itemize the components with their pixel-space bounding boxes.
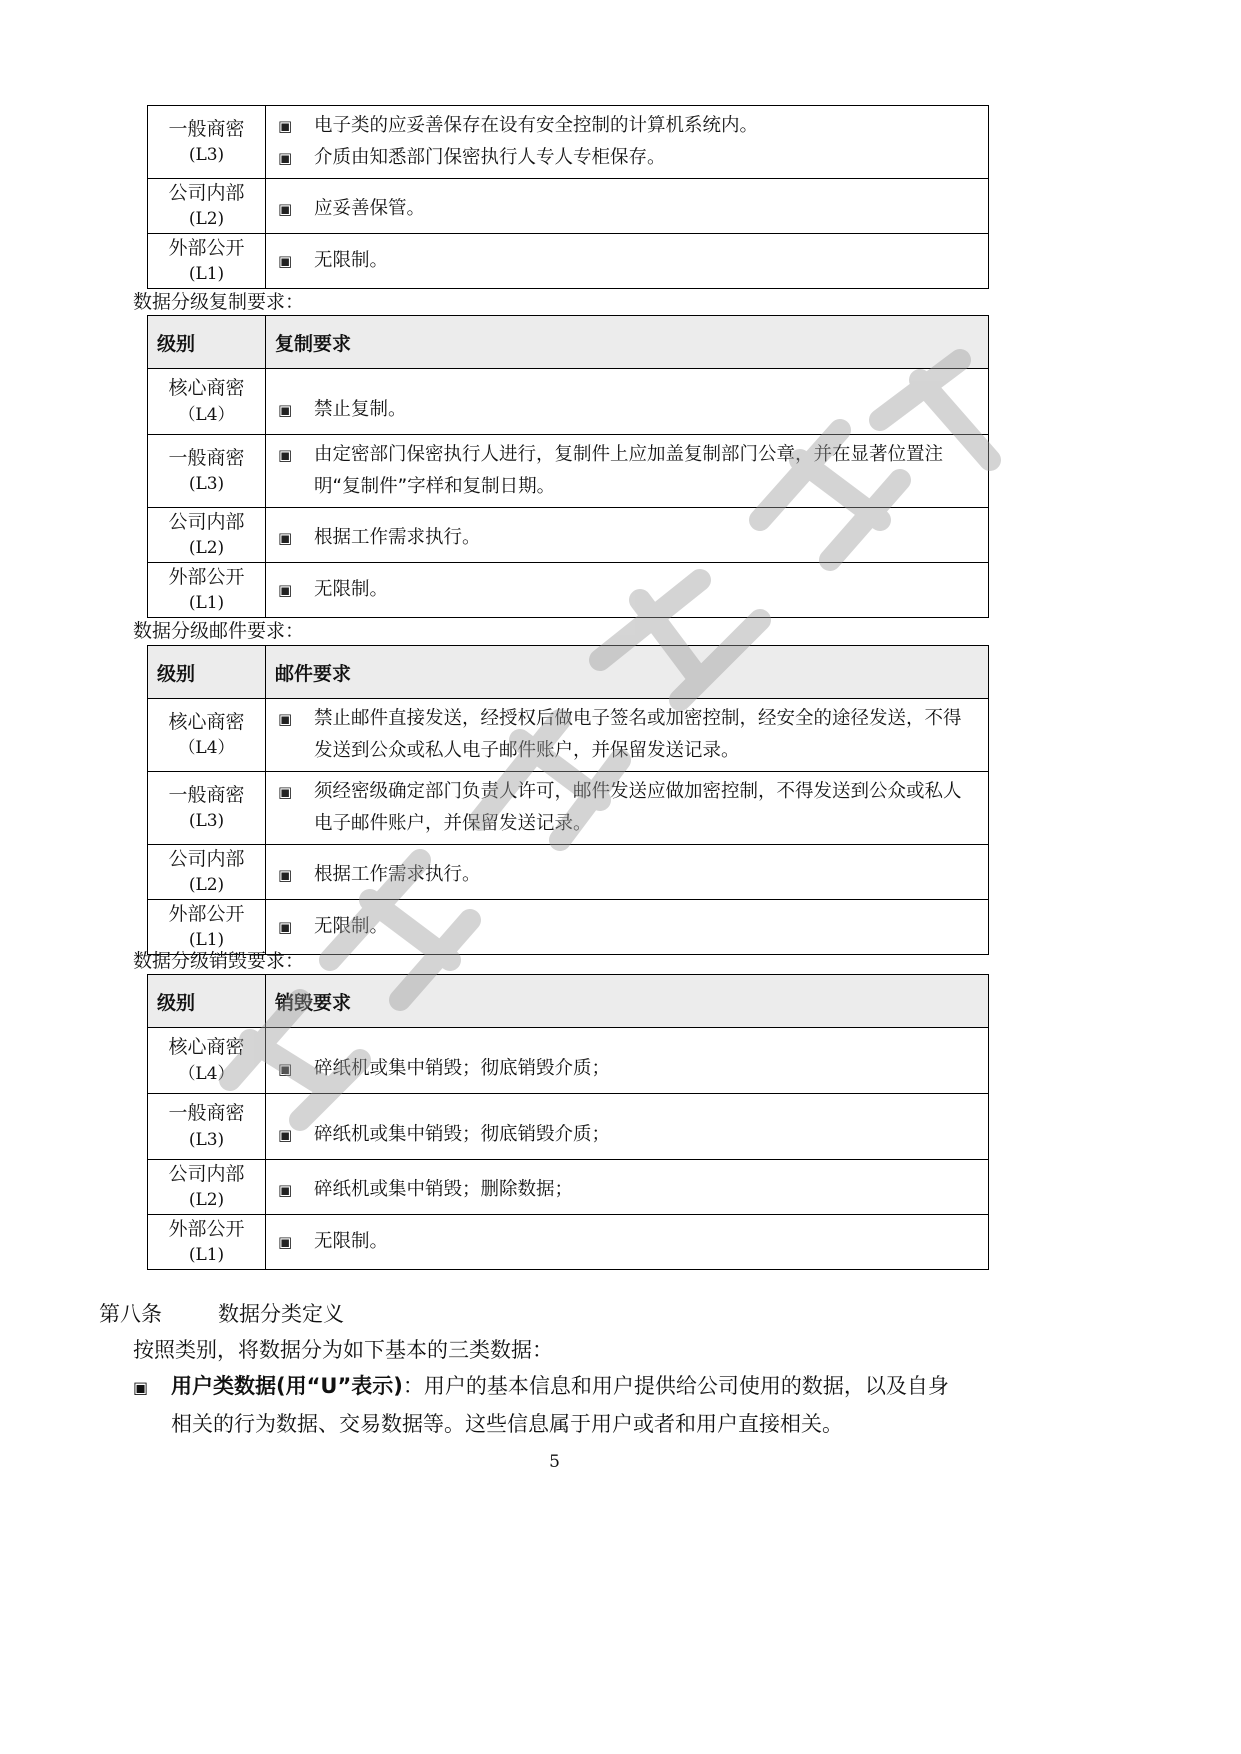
level-name: 公司内部 xyxy=(168,847,245,870)
table-row xyxy=(148,1094,989,1160)
level-code: (L3) xyxy=(188,145,225,166)
requirement-cell xyxy=(266,900,989,955)
bullet-icon: ▣ xyxy=(278,252,293,270)
list-item: ▣ 介质由知悉部门保密执行人专人专柜保存。 xyxy=(278,142,978,174)
bullet-icon: ▣ xyxy=(278,401,293,419)
level-cell xyxy=(148,699,266,772)
list-item: ▣ 无限制。 xyxy=(278,911,978,943)
mail-requirements-label: 数据分级邮件要求： xyxy=(133,620,305,642)
bullet-icon: ▣ xyxy=(278,710,293,728)
level-cell xyxy=(148,563,266,618)
level-cell xyxy=(148,1094,266,1160)
level-name: 核心商密 xyxy=(168,710,245,733)
table-row xyxy=(148,1160,989,1215)
level-cell xyxy=(148,369,266,435)
level-code: （L4） xyxy=(178,1063,235,1084)
list-item: ▣ 无限制。 xyxy=(278,574,978,606)
list-item: ▣ 禁止邮件直接发送，经授权后做电子签名或加密控制，经安全的途径发送，不得发送到公众或私人电子邮件账户，并保留发送记录。 xyxy=(278,703,978,767)
list-item: ▣ 禁止复制。 xyxy=(278,394,978,426)
list-item: ▣ 由定密部门保密执行人进行，复制件上应加盖复制部门公章，并在显著位置注明“复制件”字样和复制日期。 xyxy=(278,439,978,503)
table-row xyxy=(148,106,989,179)
header-level: 级别 xyxy=(148,975,266,1028)
level-code: (L1) xyxy=(188,593,225,614)
paragraph-line xyxy=(133,1368,1013,1406)
level-code: (L2) xyxy=(188,1190,225,1211)
bullet-icon: ▣ xyxy=(278,529,293,547)
header-requirement: 复制要求 xyxy=(266,316,989,369)
level-code: (L3) xyxy=(188,811,225,832)
level-cell xyxy=(148,845,266,900)
level-cell xyxy=(148,1028,266,1094)
paragraph-line: 相关的行为数据、交易数据等。这些信息属于用户或者和用户直接相关。 xyxy=(171,1412,843,1436)
destroy-requirements-table xyxy=(147,974,989,1270)
storage-requirements-table xyxy=(147,105,989,289)
bullet-icon: ▣ xyxy=(278,200,293,218)
table-row xyxy=(148,435,989,508)
level-code: (L2) xyxy=(188,209,225,230)
article-bullet-paragraph xyxy=(133,1368,1013,1442)
level-code: (L2) xyxy=(188,538,225,559)
requirement-cell xyxy=(266,106,989,179)
bullet-icon: ▣ xyxy=(278,866,293,884)
requirement-cell xyxy=(266,1215,989,1270)
list-item: ▣ 电子类的应妥善保存在设有安全控制的计算机系统内。 xyxy=(278,110,978,142)
bullet-icon: ▣ xyxy=(278,1233,293,1251)
level-cell xyxy=(148,234,266,289)
article-intro: 按照类别，将数据分为如下基本的三类数据： xyxy=(133,1338,553,1362)
header-requirement: 销毁要求 xyxy=(266,975,989,1028)
requirement-cell xyxy=(266,563,989,618)
list-item: ▣ 无限制。 xyxy=(278,245,978,277)
level-cell xyxy=(148,179,266,234)
level-cell xyxy=(148,772,266,845)
table-row xyxy=(148,369,989,435)
bullet-icon: ▣ xyxy=(278,581,293,599)
requirement-cell xyxy=(266,1028,989,1094)
bullet-icon: ▣ xyxy=(278,117,293,135)
level-name: 公司内部 xyxy=(168,181,245,204)
requirement-cell xyxy=(266,772,989,845)
level-code: (L3) xyxy=(188,1129,225,1150)
level-name: 外部公开 xyxy=(168,236,245,259)
destroy-requirements-label: 数据分级销毁要求： xyxy=(133,950,305,972)
category-description: ：用户的基本信息和用户提供给公司使用的数据，以及自身 xyxy=(402,1374,949,1398)
list-item: ▣ 应妥善保管。 xyxy=(278,193,978,225)
table-row xyxy=(148,772,989,845)
table-header-row xyxy=(148,316,989,369)
bullet-icon: ▣ xyxy=(278,1060,293,1078)
table-header-row xyxy=(148,975,989,1028)
bullet-icon: ▣ xyxy=(133,1378,149,1397)
header-level: 级别 xyxy=(148,316,266,369)
level-name: 核心商密 xyxy=(168,377,245,400)
requirement-cell xyxy=(266,1160,989,1215)
level-name: 一般商密 xyxy=(168,117,245,140)
level-code: (L1) xyxy=(188,1245,225,1266)
bullet-icon: ▣ xyxy=(278,149,293,167)
table-row xyxy=(148,179,989,234)
bullet-icon: ▣ xyxy=(278,1126,293,1144)
level-name: 公司内部 xyxy=(168,1162,245,1185)
level-cell xyxy=(148,435,266,508)
bullet-icon: ▣ xyxy=(278,783,293,801)
table-row xyxy=(148,508,989,563)
level-name: 公司内部 xyxy=(168,510,245,533)
article-title: 数据分类定义 xyxy=(218,1302,344,1326)
table-row xyxy=(148,699,989,772)
list-item: ▣ 根据工作需求执行。 xyxy=(278,859,978,891)
table-row xyxy=(148,563,989,618)
header-requirement: 邮件要求 xyxy=(266,646,989,699)
level-name: 一般商密 xyxy=(168,1102,245,1125)
category-name: 用户类数据(用“U”表示) xyxy=(171,1374,403,1398)
list-item: ▣ 碎纸机或集中销毁；删除数据； xyxy=(278,1174,978,1206)
requirement-cell xyxy=(266,234,989,289)
list-item: ▣ 碎纸机或集中销毁；彻底销毁介质； xyxy=(278,1119,978,1151)
level-code: （L4） xyxy=(178,404,235,425)
list-item: ▣ 碎纸机或集中销毁；彻底销毁介质； xyxy=(278,1053,978,1085)
copy-requirements-label: 数据分级复制要求： xyxy=(133,291,305,313)
level-cell xyxy=(148,1160,266,1215)
level-cell xyxy=(148,106,266,179)
level-name: 外部公开 xyxy=(168,565,245,588)
requirement-cell xyxy=(266,1094,989,1160)
copy-requirements-table xyxy=(147,315,989,618)
level-name: 外部公开 xyxy=(168,902,245,925)
level-cell xyxy=(148,508,266,563)
level-cell xyxy=(148,1215,266,1270)
level-name: 一般商密 xyxy=(168,446,245,469)
list-item: ▣ 无限制。 xyxy=(278,1226,978,1258)
header-level: 级别 xyxy=(148,646,266,699)
level-code: （L4） xyxy=(178,738,235,759)
requirement-cell xyxy=(266,845,989,900)
requirement-cell xyxy=(266,508,989,563)
requirement-cell xyxy=(266,435,989,508)
bullet-icon: ▣ xyxy=(278,1181,293,1199)
requirement-cell xyxy=(266,369,989,435)
table-header-row xyxy=(148,646,989,699)
list-item: ▣ 须经密级确定部门负责人许可，邮件发送应做加密控制，不得发送到公众或私人电子邮件账户，并保留发送记录。 xyxy=(278,776,978,840)
level-code: (L1) xyxy=(188,930,225,951)
level-name: 外部公开 xyxy=(168,1217,245,1240)
mail-requirements-table xyxy=(147,645,989,955)
level-code: (L3) xyxy=(188,474,225,495)
table-row xyxy=(148,1028,989,1094)
level-code: (L1) xyxy=(188,264,225,285)
table-row xyxy=(148,1215,989,1270)
level-name: 一般商密 xyxy=(168,783,245,806)
list-item: ▣ 根据工作需求执行。 xyxy=(278,522,978,554)
article-number: 第八条 xyxy=(99,1302,162,1326)
article-heading xyxy=(99,1298,344,1328)
table-row xyxy=(148,845,989,900)
bullet-icon: ▣ xyxy=(278,446,293,464)
level-name: 核心商密 xyxy=(168,1036,245,1059)
level-code: (L2) xyxy=(188,875,225,896)
page-number: 5 xyxy=(549,1452,560,1472)
requirement-cell xyxy=(266,179,989,234)
table-row xyxy=(148,234,989,289)
bullet-icon: ▣ xyxy=(278,918,293,936)
requirement-cell xyxy=(266,699,989,772)
